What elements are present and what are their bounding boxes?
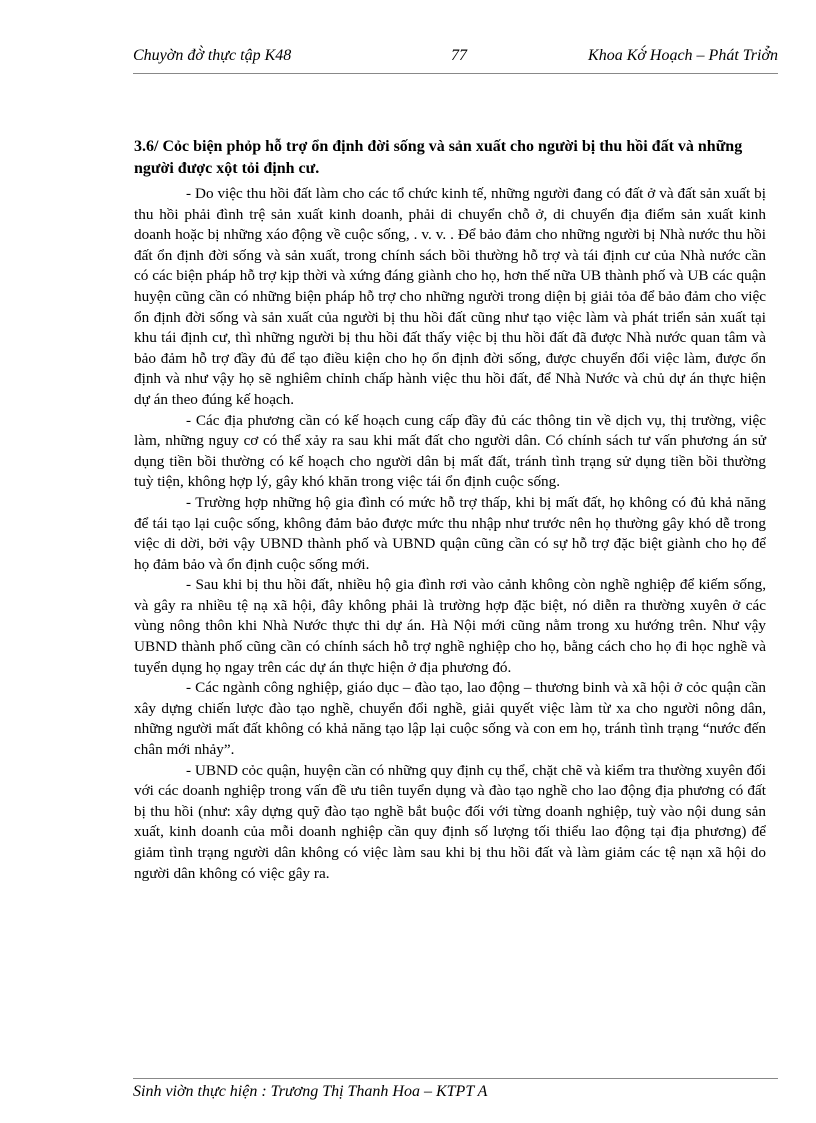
body-paragraph: - Các địa phương cần có kế hoạch cung cấp đầy đủ các thông tin về dịch vụ, thị trường, việc làm, những nguy cơ có thể xảy ra sau khi mất đất cho người dân. Có chính sách tư vấn phương án sử dụng tiền bồi thường có kế hoạch cho người dân bị mất đất, tránh tình trạng sử dụng tiền bồi thường tuỳ tiện, không hợp lý, gây khó khăn trong việc tái ổn định cuộc sống. <box>134 411 766 491</box>
page-footer: Sinh viờn thực hiện : Trương Thị Thanh Hoa – KTPT A <box>133 1083 488 1100</box>
body-paragraph: - UBND cỏc quận, huyện cần có những quy định cụ thể, chặt chẽ và kiểm tra thường xuyên đối với các doanh nghiệp trong vấn đề ưu tiên tuyển dụng và đào tạo nghề cho lao động địa phương có đất bị thu hồi (như: xây dựng quỹ đào tạo nghề bắt buộc đối với từng doanh nghiệp, tuỳ vào nội dung sản xuất, kinh doanh của mỗi doanh nghiệp cần quy định số lượng tối thiểu lao động tại địa phương) để giảm tình trạng người dân không có việc làm sau khi bị thu hồi đất và làm giảm các tệ nạn xã hội do người dân không có việc gây ra. <box>134 761 766 882</box>
body-paragraph: - Do việc thu hồi đất làm cho các tổ chức kinh tế, những người đang có đất ở và đất sản xuất bị thu hồi phải đình trệ sản xuất kinh doanh, phải di chuyển chỗ ở, di chuyển địa điểm sản xuất kinh doanh hoặc bị những xáo động về cuộc sống, . v. v. . Để bảo đảm cho những người bị Nhà nước thu hồi đất ổn định đời sống và sản xuất, trong chính sách bồi thường hỗ trợ và tái định cư của Nhà nước cần có các biện pháp hỗ trợ kịp thời và xứng đáng giành cho họ, hơn thế nữa UB thành phố và UB các quận huyện cũng cần có những biện pháp hỗ trợ cho những người trong diện bị giải tỏa để bảo đảm cho việc ổn định đời sống và sản xuất của người bị thu hồi đất cũng như tạo việc làm và phát triển sản xuất tại khu tái định cư, thì những người bị thu hồi đất thấy việc bị thu hồi đất đã được Nhà nước quan tâm và bảo đảm hỗ trợ đầy đủ để tạo điều kiện cho họ ổn định đời sống, được chuyển đổi việc làm, được ổn định và như vậy họ sẽ nghiêm chỉnh chấp hành việc thu hồi đất, để Nhà Nước và chủ dự án thực hiện dự án theo đúng kế hoạch. <box>134 185 766 408</box>
section-heading: 3.6/ Cỏc biện phỏp hỗ trợ ổn định đời sống và sản xuất cho người bị thu hồi đất và những người được xột tỏi định cư. <box>134 138 743 177</box>
header-department-label: Khoa Kờ́ Hoạch – Phát Triờ̉n <box>588 47 778 64</box>
page-number: 77 <box>451 47 467 64</box>
body-paragraph: - Sau khi bị thu hồi đất, nhiều hộ gia đình rơi vào cảnh không còn nghề nghiệp để kiếm sống, và gây ra nhiều tệ nạ xã hội, đây không phải là trường hợp đặc biệt, nó diễn ra thường xuyên ở các vùng nông thôn khi Nhà Nước thực thi dự án. Hà Nội mới cũng nằm trong xu hướng trên. Như vậy UBND thành phố cũng cần có chính sách hỗ trợ nghề nghiệp cho họ, bằng cách cho họ đi học nghề và tuyển dụng họ ngay trên các dự án thực hiện ở địa phương đó. <box>134 576 766 676</box>
page-header <box>133 47 778 69</box>
header-divider <box>133 73 778 74</box>
footer-divider <box>133 1078 778 1079</box>
body-paragraph: - Trường hợp những hộ gia đình có mức hỗ trợ thấp, khi bị mất đất, họ không có đủ khả năng để tái tạo lại cuộc sống, không đảm bảo được mức thu nhập như trước nên họ thường gây khó dễ trong việc di dời, bởi vậy UBND thành phố và UBND quận cũng cần có sự hỗ trợ đặc biệt giành cho họ để họ đảm bảo và ổn định cuộc sống mới. <box>134 493 766 573</box>
header-course-label: Chuyờn đờ̀ thực tập K48 <box>133 47 292 64</box>
document-body <box>134 136 766 884</box>
body-paragraph: - Các ngành công nghiệp, giáo dục – đào tạo, lao động – thương binh và xã hội ở cỏc quận cần xây dựng chiến lược đào tạo nghề, chuyển đổi nghề, giải quyết việc làm từ xa cho người nông dân, những người mất đất không có khả năng tạo lập lại cuộc sống và con em họ, tránh tình trạng “nước đến chân mới nhảy”. <box>134 679 766 759</box>
